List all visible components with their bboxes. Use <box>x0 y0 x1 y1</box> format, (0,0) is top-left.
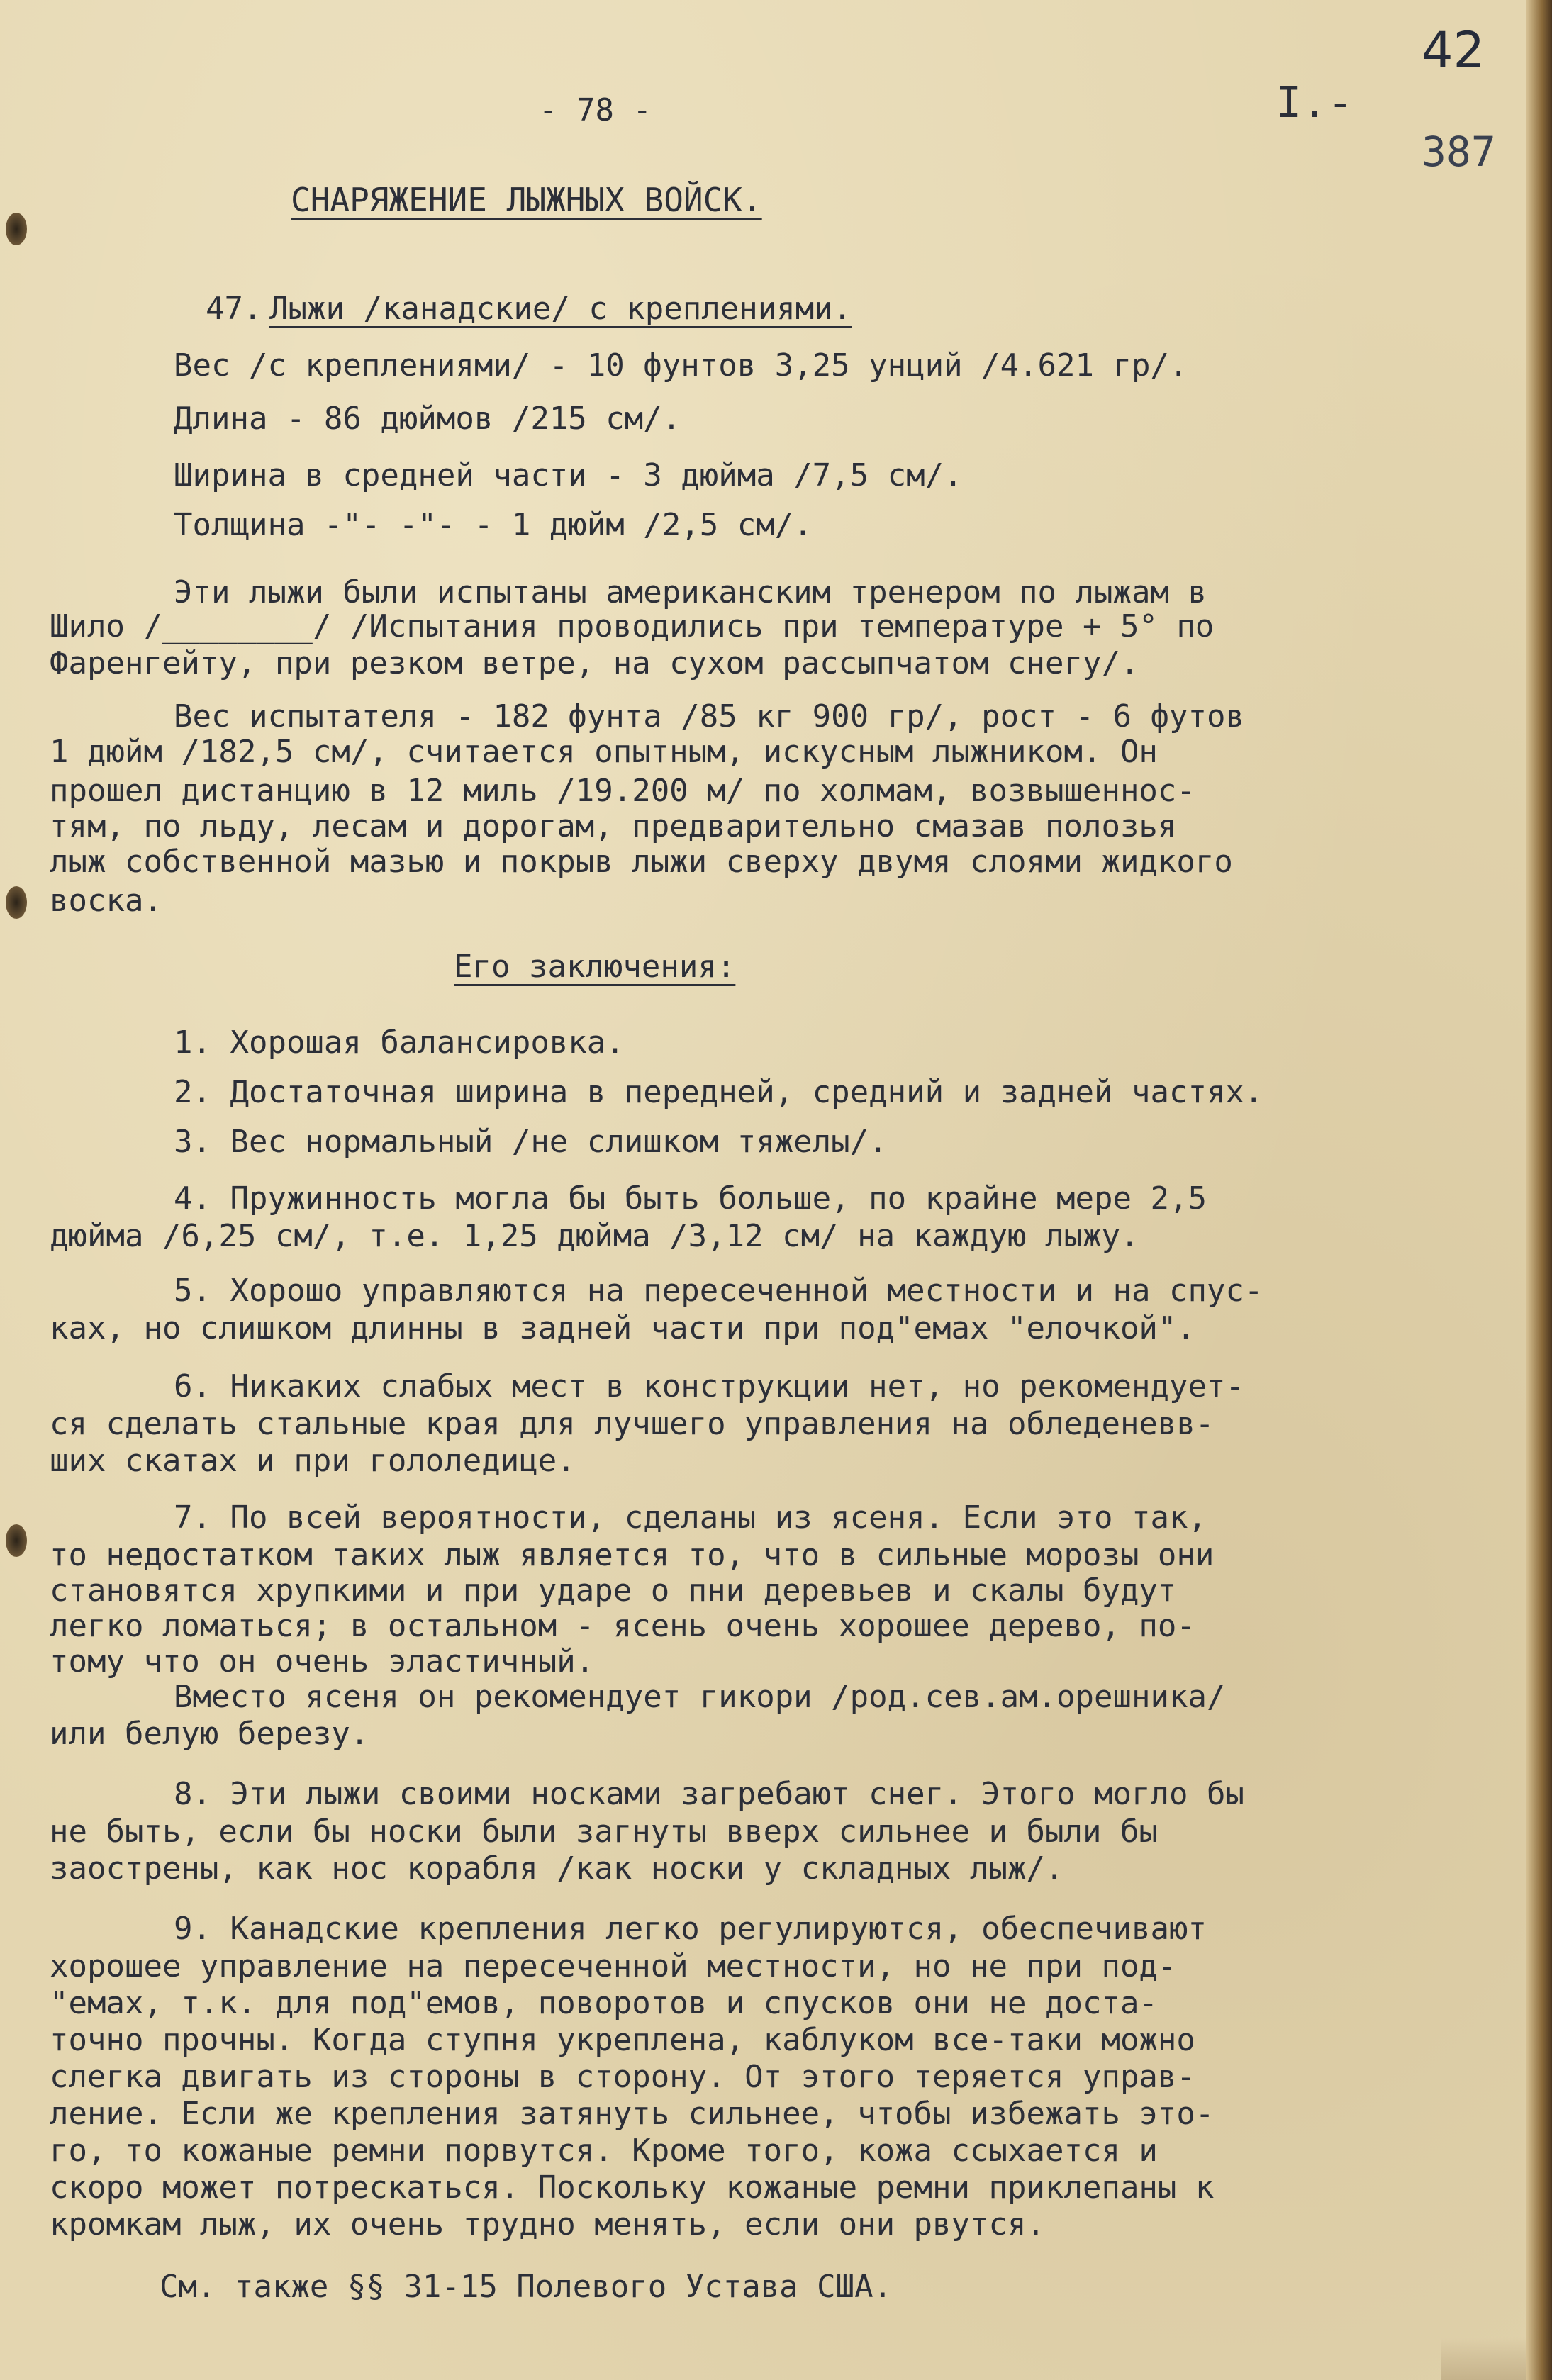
archive-sheet-number: 387 <box>1422 128 1496 176</box>
spec-weight: Вес /с креплениями/ - 10 фунтов 3,25 унций /4.621 гр/. <box>174 347 1188 384</box>
paragraph-line: Эти лыжи были испытаны американским тренером по лыжам в <box>174 574 1207 610</box>
item-heading: Лыжи /канадские/ с креплениями. <box>269 291 852 327</box>
paragraph-line: тям, по льду, лесам и дорогам, предварительно смазав полозья <box>50 808 1177 844</box>
item-number: 47. <box>206 291 262 327</box>
spec-width: Ширина в средней части - 3 дюйма /7,5 см/. <box>174 457 963 493</box>
conclusion-line: ках, но слишком длинны в задней части при под"емах "елочкой". <box>50 1310 1195 1346</box>
page-shadow <box>1441 2337 1526 2380</box>
page-title: СНАРЯЖЕНИЕ ЛЫЖНЫХ ВОЙСК. <box>291 181 762 219</box>
conclusion-line: ление. Если же крепления затянуть сильнее, чтобы избежать это- <box>50 2096 1215 2132</box>
conclusion-line: или белую березу. <box>50 1716 369 1752</box>
conclusion-line: скоро может потрескаться. Поскольку кожаные ремни приклепаны к <box>50 2169 1215 2206</box>
conclusion-line: заострены, как нос корабля /как носки у складных лыж/. <box>50 1850 1064 1887</box>
spec-length: Длина - 86 дюймов /215 см/. <box>174 401 681 437</box>
conclusion-line: го, то кожаные ремни порвутся. Кроме того, кожа ссыхается и <box>50 2133 1158 2169</box>
paragraph-line: Фаренгейту, при резком ветре, на сухом рассыпчатом снегу/. <box>50 645 1139 681</box>
conclusion-line: хорошее управление на пересеченной местности, но не при под- <box>50 1948 1177 1984</box>
conclusion-line: легко ломаться; в остальном - ясень очень хорошее дерево, по- <box>50 1608 1195 1644</box>
conclusion-line: 7. По всей вероятности, сделаны из ясеня. Если это так, <box>174 1499 1207 1536</box>
paragraph-line: 1 дюйм /182,5 см/, считается опытным, искусным лыжником. Он <box>50 734 1158 770</box>
conclusion-line: 2. Достаточная ширина в передней, средний и задней частях. <box>174 1074 1263 1110</box>
conclusion-line: кромкам лыж, их очень трудно менять, если они рвутся. <box>50 2206 1045 2242</box>
conclusion-line: 8. Эти лыжи своими носками загребают снег. Этого могло бы <box>174 1776 1244 1812</box>
conclusion-line: 4. Пружинность могла бы быть больше, по крайне мере 2,5 <box>174 1180 1207 1217</box>
binding-hole <box>6 1524 27 1557</box>
conclusion-line: становятся хрупкими и при ударе о пни деревьев и скалы будут <box>50 1572 1177 1609</box>
conclusion-line: Вместо ясеня он рекомендует гикори /род.сев.ам.орешника/ <box>174 1679 1226 1715</box>
conclusion-line: ших скатах и при гололедице. <box>50 1443 576 1479</box>
conclusion-line: ся сделать стальные края для лучшего управления на обледеневв- <box>50 1406 1215 1442</box>
conclusion-line: 5. Хорошо управляются на пересеченной местности и на спус- <box>174 1273 1263 1309</box>
conclusion-line: 9. Канадские крепления легко регулируются, обеспечивают <box>174 1911 1207 1947</box>
paragraph-line: лыж собственной мазью и покрыв лыжи сверху двумя слоями жидкого <box>50 844 1233 880</box>
page-edge <box>1526 0 1552 2380</box>
conclusion-line: тому что он очень эластичный. <box>50 1643 595 1680</box>
conclusion-line: слегка двигать из стороны в сторону. От этого теряется управ- <box>50 2059 1195 2095</box>
archive-folio-number: 42 <box>1422 21 1485 79</box>
conclusion-line: 6. Никаких слабых мест в конструкции нет, но рекомендует- <box>174 1368 1244 1404</box>
binding-hole <box>6 886 27 919</box>
footer-reference: См. также §§ 31-15 Полевого Устава США. <box>160 2269 893 2305</box>
spec-thickness: Толщина -"- -"- - 1 дюйм /2,5 см/. <box>174 507 813 543</box>
binding-hole <box>6 213 27 245</box>
archive-stamp-series: I.- <box>1276 78 1353 128</box>
conclusion-line: точно прочны. Когда ступня укреплена, каблуком все-таки можно <box>50 2022 1195 2058</box>
conclusion-line: 3. Вес нормальный /не слишком тяжелы/. <box>174 1124 888 1160</box>
conclusions-heading: Его заключения: <box>454 949 736 985</box>
page-number: - 78 - <box>539 92 652 128</box>
paragraph-line: Вес испытателя - 182 фунта /85 кг 900 гр/, рост - 6 футов <box>174 698 1244 734</box>
paragraph-line: воска. <box>50 883 162 919</box>
conclusion-line: не быть, если бы носки были загнуты вверх сильнее и были бы <box>50 1814 1158 1850</box>
conclusion-line: 1. Хорошая балансировка. <box>174 1024 625 1061</box>
conclusion-line: дюйма /6,25 см/, т.е. 1,25 дюйма /3,12 см/ на каждую лыжу. <box>50 1218 1139 1254</box>
paragraph-line: прошел дистанцию в 12 миль /19.200 м/ по холмам, возвышеннос- <box>50 773 1195 809</box>
conclusion-line: то недостатком таких лыж является то, что в сильные морозы они <box>50 1537 1215 1573</box>
conclusion-line: "емах, т.к. для под"емов, поворотов и спусков они не доста- <box>50 1985 1158 2021</box>
paragraph-line: Шило /________/ /Испытания проводились при температуре + 5° по <box>50 608 1215 644</box>
